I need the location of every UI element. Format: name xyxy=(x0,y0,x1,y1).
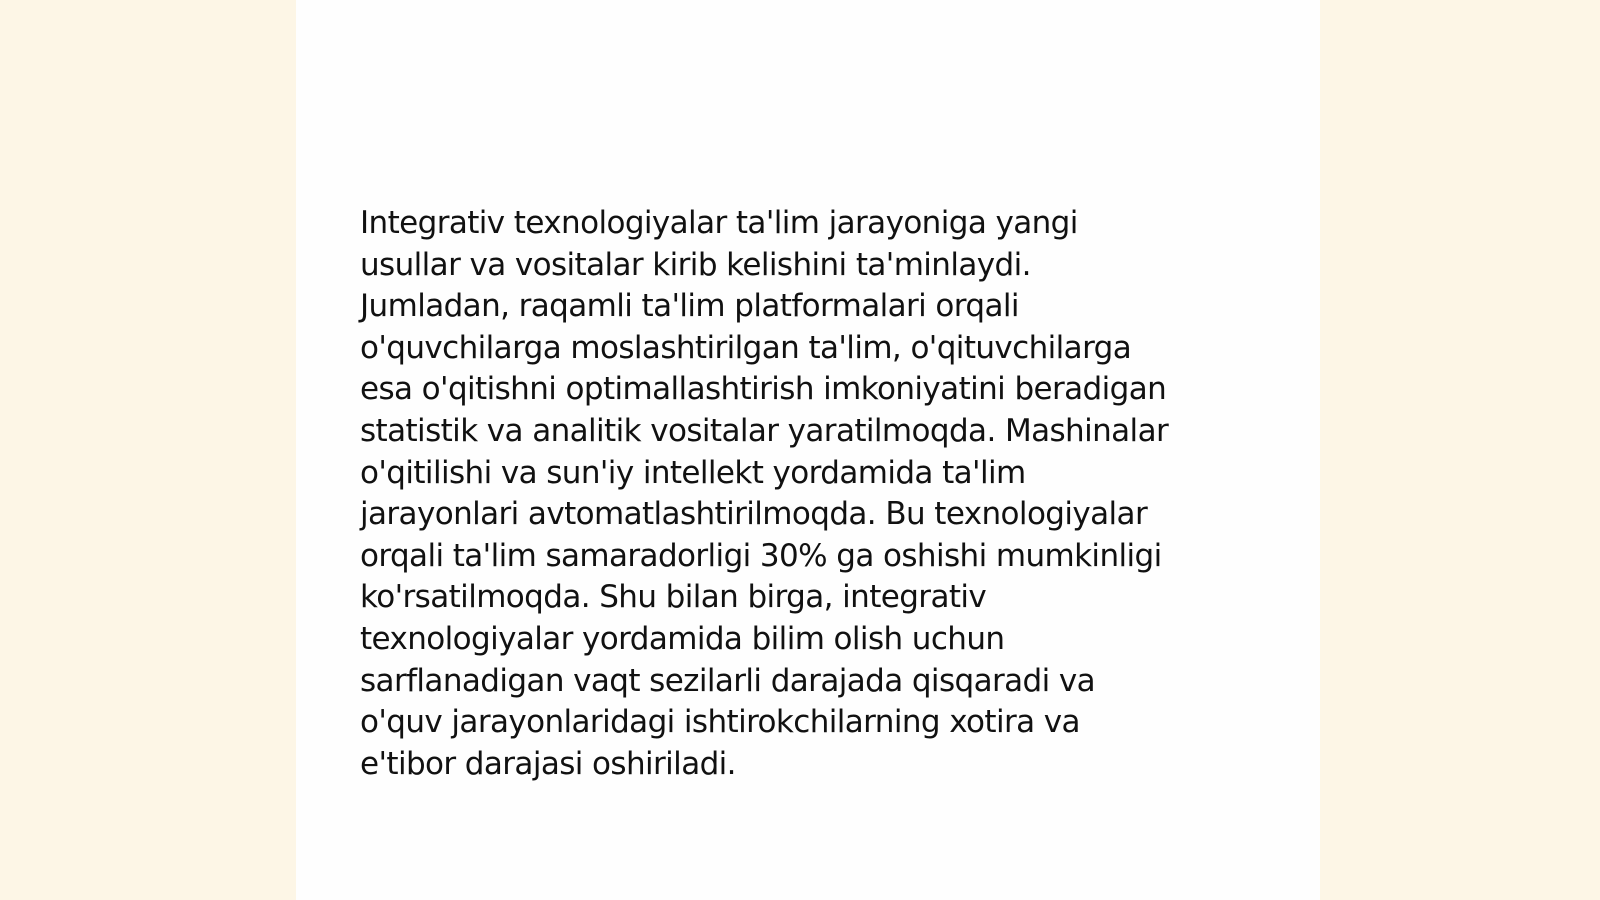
text-line: Jumladan, raqamli ta'lim platformalari orqali xyxy=(360,288,1019,325)
text-line: statistik va analitik vositalar yaratilmoqda. Mashinalar xyxy=(360,412,1169,449)
body-paragraph xyxy=(360,203,1260,785)
text-line: o'quv jarayonlaridagi ishtirokchilarning xotira va xyxy=(360,704,1080,741)
text-line: e'tibor darajasi oshiriladi. xyxy=(360,745,736,782)
text-line: Integrativ texnologiyalar ta'lim jarayoniga yangi xyxy=(360,205,1078,241)
text-line: o'quvchilarga moslashtirilgan ta'lim, o'qituvchilarga xyxy=(360,329,1132,366)
text-line: o'qitilishi va sun'iy intellekt yordamida ta'lim xyxy=(360,454,1026,491)
text-line: ko'rsatilmoqda. Shu bilan birga, integrativ xyxy=(360,579,987,616)
text-line: jarayonlari avtomatlashtirilmoqda. Bu texnologiyalar xyxy=(360,496,1148,533)
text-line: sarflanadigan vaqt sezilarli darajada qisqaradi va xyxy=(360,662,1095,699)
document-page xyxy=(296,0,1320,900)
text-line: texnologiyalar yordamida bilim olish uchun xyxy=(360,620,1005,657)
text-line: esa o'qitishni optimallashtirish imkoniyatini beradigan xyxy=(360,371,1167,408)
text-line: usullar va vositalar kirib kelishini ta'minlaydi. xyxy=(360,246,1031,283)
text-line: orqali ta'lim samaradorligi 30% ga oshishi mumkinligi xyxy=(360,537,1162,574)
